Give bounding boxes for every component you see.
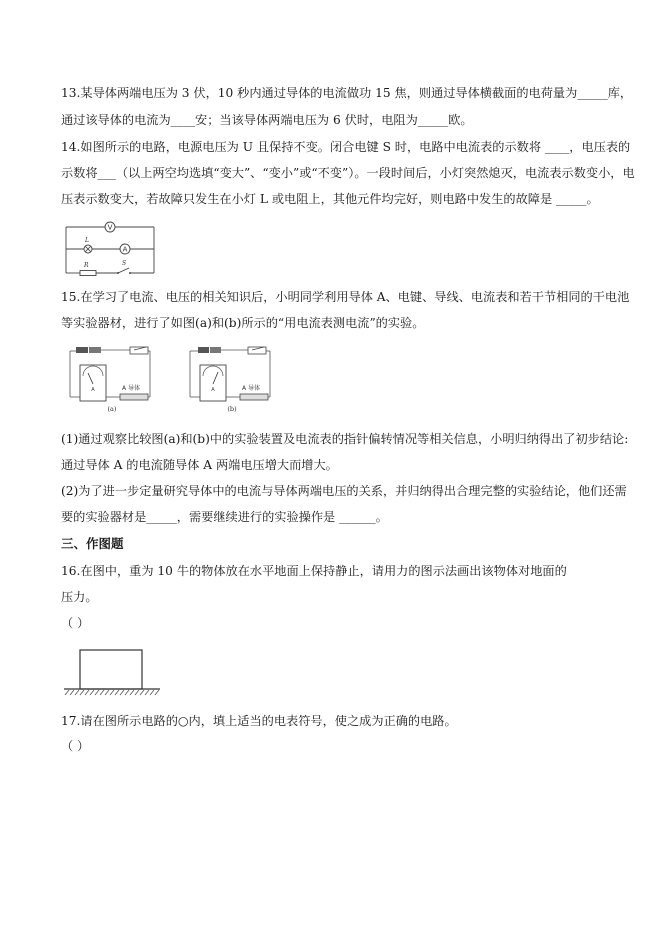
- ammeter-label: A: [122, 245, 128, 254]
- battery-icon: [76, 347, 101, 353]
- q15-line5: (2)为了进一步定量研究导体中的电流与导体两端电压的关系，并归纳得出合理完整的实验结论，他们还需: [61, 484, 627, 498]
- q16-line1: 16.在图中，重为 10 牛的物体放在水平地面上保持静止，请用力的图示法画出该物体对地面的: [61, 564, 567, 578]
- q15-line1: 15.在学习了电流、电压的相关知识后，小明同学利用导体 A、电键、导线、电流表和若干节相同的干电池: [61, 290, 630, 304]
- q13-line1: 13.某导体两端电压为 3 伏，10 秒内通过导体的电流做功 15 焦，则通过导体横截面的电荷量为_____库，: [61, 86, 633, 100]
- resistor-icon: [80, 262, 96, 276]
- conductor-icon: [120, 394, 148, 400]
- conductor-icon: [240, 394, 268, 400]
- switch-icon: [130, 347, 148, 354]
- figure-b-caption: (b): [227, 405, 237, 413]
- figure-a-caption: (a): [107, 405, 117, 413]
- switch-label: S: [122, 260, 127, 267]
- ammeter-icon: [200, 365, 226, 401]
- q15-line4: 通过导体 A 的电流随导体 A 两端电压增大而增大。: [61, 458, 338, 472]
- voltmeter-icon: [105, 222, 115, 232]
- q14-circuit-diagram: [62, 215, 162, 280]
- lamp-label: L: [85, 237, 89, 244]
- conductor-b-label: A 导体: [242, 385, 261, 392]
- q14-line1: 14.如图所示的电路，电源电压为 U 且保持不变。闭合电键 S 时，电路中电流表的示数将 ____，电压表的: [61, 140, 631, 154]
- voltmeter-label: V: [107, 223, 113, 232]
- switch-icon: [117, 260, 131, 274]
- lamp-icon: [84, 237, 92, 253]
- q14-line2: 示数将___（以上两空均选填“变大”、“变小”或“不变”）。一段时间后，小灯突然熄灭，电流表示数变小，电: [61, 166, 635, 180]
- q16-block-on-ground-figure: [62, 645, 162, 700]
- q15-line2: 等实验器材，进行了如图(a)和(b)所示的“用电流表测电流”的实验。: [61, 316, 425, 330]
- block-icon: [80, 650, 142, 689]
- section-heading: 三、作图题: [61, 536, 124, 551]
- q15-line6: 要的实验器材是_____，需要继续进行的实验操作是 ______。: [61, 510, 388, 524]
- ammeter-icon: [120, 244, 130, 254]
- switch-icon: [248, 347, 266, 354]
- resistor-label: R: [84, 262, 89, 269]
- q15-line3: (1)通过观察比较图(a)和(b)中的实验装置及电流表的指针偏转情况等相关信息，小明归纳得出了初步结论:: [61, 432, 629, 446]
- meter-label: A: [211, 387, 215, 393]
- meter-label: A: [91, 387, 95, 393]
- q13-line2: 通过该导体的电流为____安；当该导体两端电压为 6 伏时，电阻为_____欧。: [61, 113, 473, 127]
- conductor-a-label: A 导体: [122, 385, 141, 392]
- ammeter-icon: [80, 365, 106, 401]
- q17-answer-blank: （ ）: [61, 739, 90, 753]
- battery-icon: [198, 347, 221, 353]
- q14-line3: 压表示数变大，若故障只发生在小灯 L 或电阻上，其他元件均完好，则电路中发生的故障是 _____。: [61, 192, 599, 206]
- q15-figure-b: [184, 343, 284, 415]
- q17-line1: 17.请在图所示电路的○内，填上适当的电表符号，使之成为正确的电路。: [61, 714, 457, 728]
- q16-line2: 压力。: [61, 590, 98, 604]
- ground-icon: [64, 689, 160, 695]
- q16-answer-blank: （ ）: [61, 616, 90, 630]
- q15-figure-a: [62, 343, 162, 415]
